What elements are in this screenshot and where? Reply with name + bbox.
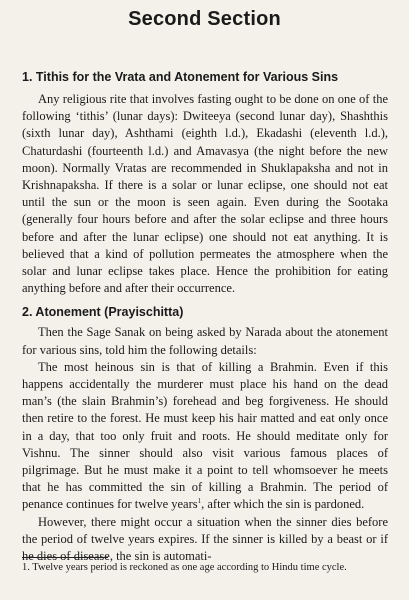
section-1-heading: 1. Tithis for the Vrata and Atonement for Various Sins	[22, 70, 339, 84]
section-2-paragraph-2-end: , after which the sin is pardoned.	[201, 497, 365, 512]
section-2-paragraph-3: However, there might occur a situation when the sinner dies before the period of twelve years expires. If the sinner is killed by a beast or if he dies of disease, the sin is automati-	[22, 514, 388, 564]
section-1-paragraph: Any religious rite that involves fasting ought to be done on one of the following ‘tithis’ (lunar days): Dwiteeya (second lunar day), Shashthis (sixth lunar day), Ashthami (eighth l.d.), Ekadashi (eleventh l.d.), Chaturdashi (fourteenth l.d.) and Amavasya (the night before the new moon). Normally Vratas are recommended in Shuklapaksha and not in Krishnapaksha. If there is a solar or lunar eclipse, one should not eat until the sun or the moon is seen again. Even during the Sootaka (generally four hours before and after the solar eclipse and three hours before and after the lunar eclipse) one should not eat anything. It is believed that a kind of pollution permeates the atmosphere when the solar and lunar eclipse takes place. Hence the prohibition for eating anything before and after their occurrence.	[22, 92, 388, 296]
footnote-reference: 1	[197, 497, 202, 506]
section-2-paragraph-1: Then the Sage Sanak on being asked by Narada about the atonement for various sins, told him the following details:	[22, 325, 388, 357]
footnote: 1. Twelve years period is reckoned as one age according to Hindu time cycle.	[22, 562, 347, 573]
section-2-paragraph-2	[22, 359, 388, 514]
footnote-divider	[22, 557, 108, 558]
page-title: Second Section	[128, 8, 281, 30]
page-body	[22, 70, 388, 565]
section-2-paragraph-2-text: The most heinous sin is that of killing a Brahmin. Even if this happens accidentally the murderer must place his hand on the dead man’s (the slain Brahmin’s) forehead and beg forgiveness. He should then retire to the forest. He must keep his hair matted and eat only once in a day, that too only fruit and roots. He should meditate only for Vishnu. The sinner should also visit various famous places of pilgrimage. But he must make it a point to tell whomsoever he meets that he has committed the sin of killing a Brahmin. The period of penance continues for twelve years	[22, 359, 388, 512]
section-2-heading: 2. Atonement (Prayischitta)	[22, 305, 184, 320]
